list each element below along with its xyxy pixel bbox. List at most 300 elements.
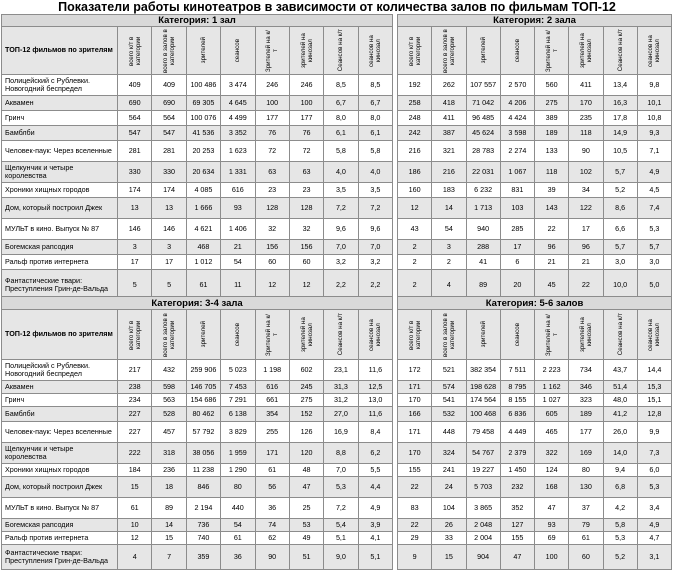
table-cell: 13 xyxy=(152,198,186,219)
table-cell: 100 xyxy=(289,96,323,111)
table-cell: 12 xyxy=(255,270,289,301)
table-cell: 100 xyxy=(255,96,289,111)
table-cell: 56 xyxy=(255,477,289,498)
table-cell: 198 628 xyxy=(466,381,500,394)
column-header xyxy=(221,27,255,75)
column-header-text: сеансов xyxy=(513,38,521,63)
column-header-row xyxy=(398,27,672,75)
table-cell: 216 xyxy=(432,162,466,183)
table-cell: 7,4 xyxy=(637,198,671,219)
table-cell: 5,3 xyxy=(324,477,358,498)
column-header-text: Сеансов на к/т xyxy=(337,29,345,72)
table-cell: 3,5 xyxy=(324,183,358,198)
table-cell: 560 xyxy=(535,75,569,96)
table-cell: 4 621 xyxy=(186,219,220,240)
table-cell: 5,2 xyxy=(603,183,637,198)
table-cell: 318 xyxy=(152,443,186,464)
table-cell: 4 499 xyxy=(221,111,255,126)
column-header-text: зрителей xyxy=(199,321,207,348)
table-cell: 21 xyxy=(221,240,255,255)
table-cell: 418 xyxy=(432,96,466,111)
column-header-text: сеансов на кинозал xyxy=(368,318,383,351)
film-name: Полицейский с Рублевки. Новогодний беспредел xyxy=(2,360,118,381)
table-cell: 90 xyxy=(569,141,603,162)
column-header xyxy=(603,310,637,360)
table-cell: 4,7 xyxy=(637,532,671,545)
table-cell: 245 xyxy=(289,381,323,394)
film-name: Фантастические твари: Преступления Грин-де-Вальда xyxy=(2,270,118,301)
table-cell: 155 xyxy=(398,464,432,477)
column-header xyxy=(603,27,637,75)
table-cell: 156 xyxy=(255,240,289,255)
category-label: Категория: 3-4 зала xyxy=(2,297,393,310)
row-header-label: ТОП-12 фильмов по зрителям xyxy=(2,310,118,360)
table-cell: 3,2 xyxy=(324,255,358,270)
film-name: Фантастические твари: Преступления Грин-де-Вальда xyxy=(2,545,118,570)
table-cell: 2 048 xyxy=(466,519,500,532)
column-header xyxy=(637,27,671,75)
table-cell: 448 xyxy=(432,422,466,443)
column-header-row xyxy=(398,310,672,360)
table-cell: 8 155 xyxy=(500,394,534,407)
table-cell: 3 865 xyxy=(466,498,500,519)
table-cell: 171 xyxy=(398,422,432,443)
table-cell: 5 xyxy=(152,270,186,301)
table-cell: 222 xyxy=(118,443,152,464)
table-row xyxy=(398,464,672,477)
table-cell: 100 486 xyxy=(186,75,220,96)
table-row xyxy=(2,532,393,545)
table-cell: 16,9 xyxy=(324,422,358,443)
table-cell: 61 xyxy=(569,532,603,545)
table-cell: 6,7 xyxy=(358,96,392,111)
table-row xyxy=(2,111,393,126)
table-cell: 14,9 xyxy=(603,126,637,141)
table-cell: 234 xyxy=(118,394,152,407)
column-header xyxy=(569,310,603,360)
table-cell: 8,0 xyxy=(358,111,392,126)
table-cell: 3,0 xyxy=(603,255,637,270)
category-5-6-table xyxy=(397,296,671,570)
table-cell: 321 xyxy=(432,141,466,162)
table-cell: 32 xyxy=(289,219,323,240)
film-name: Аквамен xyxy=(2,381,118,394)
table-cell: 2 570 xyxy=(500,75,534,96)
film-name: Хроники хищных городов xyxy=(2,464,118,477)
table-cell: 7,2 xyxy=(324,498,358,519)
table-cell: 5,8 xyxy=(358,141,392,162)
table-cell: 10 xyxy=(118,519,152,532)
table-cell: 11,6 xyxy=(358,407,392,422)
table-cell: 152 xyxy=(289,407,323,422)
table-cell: 2,2 xyxy=(324,270,358,301)
table-cell: 457 xyxy=(152,422,186,443)
column-header-text: всего к/т в категории xyxy=(127,319,142,350)
table-cell: 465 xyxy=(535,422,569,443)
table-cell: 6 xyxy=(500,255,534,270)
table-cell: 127 xyxy=(500,519,534,532)
table-cell: 1 406 xyxy=(221,219,255,240)
column-header xyxy=(398,310,432,360)
column-header xyxy=(221,310,255,360)
data-table xyxy=(397,296,672,570)
category-label: Категория: 5-6 залов xyxy=(398,297,672,310)
table-cell: 616 xyxy=(255,381,289,394)
column-header xyxy=(324,310,358,360)
table-cell: 72 xyxy=(289,141,323,162)
table-cell: 4,5 xyxy=(637,183,671,198)
table-cell: 563 xyxy=(152,394,186,407)
table-cell: 21 xyxy=(535,255,569,270)
table-row xyxy=(2,240,393,255)
table-cell: 17 xyxy=(118,255,152,270)
table-cell: 10,1 xyxy=(637,96,671,111)
table-cell: 54 767 xyxy=(466,443,500,464)
table-cell: 63 xyxy=(289,162,323,183)
table-cell: 60 xyxy=(289,255,323,270)
table-cell: 54 xyxy=(432,219,466,240)
table-cell: 19 227 xyxy=(466,464,500,477)
table-cell: 1 198 xyxy=(255,360,289,381)
film-name: Человек-паук: Через вселенные xyxy=(2,141,118,162)
table-row xyxy=(2,255,393,270)
table-cell: 17 xyxy=(500,240,534,255)
table-cell: 275 xyxy=(535,96,569,111)
table-row xyxy=(2,219,393,240)
table-cell: 5,2 xyxy=(603,545,637,570)
table-row xyxy=(2,96,393,111)
category-2-table xyxy=(397,14,671,301)
table-row xyxy=(2,545,393,570)
column-header xyxy=(569,27,603,75)
film-name: Богемская рапсодия xyxy=(2,519,118,532)
table-cell: 5,3 xyxy=(637,477,671,498)
table-row xyxy=(2,141,393,162)
table-cell: 690 xyxy=(118,96,152,111)
table-cell: 15 xyxy=(432,545,466,570)
table-cell: 23 xyxy=(255,183,289,198)
table-cell: 3,2 xyxy=(358,255,392,270)
column-header-text: Зрителей на к/т xyxy=(544,29,559,72)
table-cell: 11,6 xyxy=(358,360,392,381)
table-cell: 128 xyxy=(289,198,323,219)
table-cell: 330 xyxy=(118,162,152,183)
table-cell: 574 xyxy=(432,381,466,394)
category-label: Категория: 2 зала xyxy=(398,15,672,27)
table-cell: 262 xyxy=(432,75,466,96)
table-row xyxy=(398,255,672,270)
column-header-text: зрителей xyxy=(479,37,487,64)
table-cell: 93 xyxy=(221,198,255,219)
table-cell: 8 795 xyxy=(500,381,534,394)
film-name: Дом, который построил Джек xyxy=(2,477,118,498)
film-name: Аквамен xyxy=(2,96,118,111)
column-header xyxy=(466,310,500,360)
table-cell: 146 xyxy=(152,219,186,240)
table-row xyxy=(2,381,393,394)
column-header-text: сеансов xyxy=(234,38,242,63)
table-cell: 7 xyxy=(152,545,186,570)
column-header-text: зрителей xyxy=(479,321,487,348)
table-row xyxy=(398,141,672,162)
table-cell: 9,6 xyxy=(324,219,358,240)
table-cell: 8,6 xyxy=(603,198,637,219)
table-cell: 288 xyxy=(466,240,500,255)
table-cell: 324 xyxy=(432,443,466,464)
column-header-text: сеансов на кинозал xyxy=(647,318,662,351)
table-cell: 9,8 xyxy=(637,75,671,96)
table-cell: 1 331 xyxy=(221,162,255,183)
table-cell: 22 xyxy=(569,270,603,301)
table-cell: 174 xyxy=(118,183,152,198)
table-cell: 258 xyxy=(398,96,432,111)
table-cell: 2 223 xyxy=(535,360,569,381)
table-cell: 186 xyxy=(398,162,432,183)
table-cell: 146 xyxy=(118,219,152,240)
table-cell: 217 xyxy=(118,360,152,381)
table-cell: 4 449 xyxy=(500,422,534,443)
table-cell: 80 xyxy=(221,477,255,498)
table-cell: 5,1 xyxy=(324,532,358,545)
table-cell: 275 xyxy=(289,394,323,407)
table-cell: 128 xyxy=(255,198,289,219)
film-name: МУЛЬТ в кино. Выпуск № 87 xyxy=(2,498,118,519)
table-cell: 47 xyxy=(289,477,323,498)
table-cell: 20 634 xyxy=(186,162,220,183)
column-header xyxy=(152,310,186,360)
table-cell: 5 703 xyxy=(466,477,500,498)
table-cell: 61 xyxy=(186,270,220,301)
column-header-text: сеансов на кинозал xyxy=(647,34,662,67)
film-name: Бамблби xyxy=(2,126,118,141)
column-header-text: зрителей на кинозал xyxy=(578,317,593,352)
table-cell: 47 xyxy=(535,498,569,519)
table-cell: 281 xyxy=(118,141,152,162)
table-cell: 104 xyxy=(432,498,466,519)
column-header xyxy=(432,310,466,360)
table-cell: 172 xyxy=(398,360,432,381)
table-cell: 17 xyxy=(569,219,603,240)
table-cell: 3 xyxy=(118,240,152,255)
table-row xyxy=(2,422,393,443)
table-cell: 10,0 xyxy=(603,270,637,301)
table-cell: 411 xyxy=(569,75,603,96)
table-cell: 322 xyxy=(535,443,569,464)
table-cell: 38 056 xyxy=(186,443,220,464)
table-cell: 18 xyxy=(152,477,186,498)
table-cell: 76 xyxy=(255,126,289,141)
category-label: Категория: 1 зал xyxy=(2,15,393,27)
table-row xyxy=(2,126,393,141)
table-cell: 15 xyxy=(152,532,186,545)
table-cell: 346 xyxy=(569,381,603,394)
table-cell: 17,8 xyxy=(603,111,637,126)
table-cell: 15,1 xyxy=(637,394,671,407)
table-cell: 605 xyxy=(535,407,569,422)
table-cell: 13,4 xyxy=(603,75,637,96)
column-header xyxy=(152,27,186,75)
table-row xyxy=(398,545,672,570)
table-row xyxy=(398,477,672,498)
table-cell: 41,2 xyxy=(603,407,637,422)
table-cell: 7,2 xyxy=(324,198,358,219)
table-cell: 8,8 xyxy=(324,443,358,464)
table-cell: 5 023 xyxy=(221,360,255,381)
table-row xyxy=(2,519,393,532)
column-header xyxy=(637,310,671,360)
table-cell: 89 xyxy=(466,270,500,301)
table-cell: 352 xyxy=(500,498,534,519)
table-cell: 54 xyxy=(221,255,255,270)
table-cell: 36 xyxy=(255,498,289,519)
table-cell: 170 xyxy=(398,443,432,464)
table-row xyxy=(2,407,393,422)
table-cell: 143 xyxy=(535,198,569,219)
table-cell: 14 xyxy=(152,519,186,532)
table-cell: 242 xyxy=(398,126,432,141)
table-cell: 248 xyxy=(398,111,432,126)
table-cell: 3 829 xyxy=(221,422,255,443)
table-cell: 2 xyxy=(398,240,432,255)
table-cell: 74 xyxy=(255,519,289,532)
table-cell: 241 xyxy=(432,464,466,477)
table-cell: 23 xyxy=(289,183,323,198)
column-header-text: Зрителей на к/т xyxy=(265,29,280,72)
table-cell: 831 xyxy=(500,183,534,198)
table-cell: 6,0 xyxy=(637,464,671,477)
table-cell: 238 xyxy=(118,381,152,394)
table-cell: 6 232 xyxy=(466,183,500,198)
column-header-text: сеансов xyxy=(234,322,242,347)
table-cell: 174 564 xyxy=(466,394,500,407)
table-cell: 846 xyxy=(186,477,220,498)
table-cell: 12 xyxy=(118,532,152,545)
table-cell: 5,1 xyxy=(358,545,392,570)
table-cell: 382 354 xyxy=(466,360,500,381)
column-header xyxy=(289,27,323,75)
table-cell: 169 xyxy=(569,443,603,464)
table-cell: 168 xyxy=(535,477,569,498)
table-cell: 23,1 xyxy=(324,360,358,381)
table-row xyxy=(2,198,393,219)
table-cell: 174 xyxy=(152,183,186,198)
column-header xyxy=(358,310,392,360)
table-cell: 7,3 xyxy=(637,443,671,464)
table-cell: 12,5 xyxy=(358,381,392,394)
table-cell: 96 xyxy=(569,240,603,255)
table-row xyxy=(398,498,672,519)
table-cell: 246 xyxy=(255,75,289,96)
column-header xyxy=(118,27,152,75)
table-cell: 13,0 xyxy=(358,394,392,407)
table-cell: 160 xyxy=(398,183,432,198)
table-cell: 146 705 xyxy=(186,381,220,394)
table-cell: 51,4 xyxy=(603,381,637,394)
table-cell: 1 012 xyxy=(186,255,220,270)
table-cell: 89 xyxy=(152,498,186,519)
column-header xyxy=(324,27,358,75)
table-cell: 14,4 xyxy=(637,360,671,381)
table-cell: 124 xyxy=(535,464,569,477)
table-cell: 4 085 xyxy=(186,183,220,198)
table-cell: 14 xyxy=(432,198,466,219)
table-cell: 5,7 xyxy=(637,240,671,255)
table-cell: 9,9 xyxy=(637,422,671,443)
table-cell: 2 194 xyxy=(186,498,220,519)
table-cell: 43,7 xyxy=(603,360,637,381)
table-cell: 5,8 xyxy=(603,519,637,532)
table-cell: 22 xyxy=(535,219,569,240)
column-header-text: всего в залов в категории xyxy=(162,312,177,357)
table-cell: 1 666 xyxy=(186,198,220,219)
column-header xyxy=(398,27,432,75)
table-cell: 13 xyxy=(118,198,152,219)
table-cell: 96 xyxy=(535,240,569,255)
table-cell: 5,3 xyxy=(603,532,637,545)
table-row xyxy=(2,394,393,407)
table-cell: 246 xyxy=(289,75,323,96)
table-cell: 12 xyxy=(289,270,323,301)
table-cell: 5,5 xyxy=(358,464,392,477)
table-cell: 11 238 xyxy=(186,464,220,477)
table-cell: 69 305 xyxy=(186,96,220,111)
table-cell: 25 xyxy=(289,498,323,519)
table-row xyxy=(398,183,672,198)
table-row xyxy=(398,422,672,443)
table-cell: 177 xyxy=(569,422,603,443)
table-cell: 100 076 xyxy=(186,111,220,126)
table-cell: 155 xyxy=(500,532,534,545)
table-cell: 547 xyxy=(118,126,152,141)
table-cell: 83 xyxy=(398,498,432,519)
table-cell: 2 274 xyxy=(500,141,534,162)
table-cell: 41 536 xyxy=(186,126,220,141)
column-header xyxy=(186,27,220,75)
table-cell: 8,5 xyxy=(358,75,392,96)
table-cell: 22 031 xyxy=(466,162,500,183)
table-row xyxy=(2,464,393,477)
table-cell: 4 206 xyxy=(500,96,534,111)
table-cell: 3,5 xyxy=(358,183,392,198)
film-name: Ральф против интернета xyxy=(2,532,118,545)
table-cell: 72 xyxy=(255,141,289,162)
table-cell: 387 xyxy=(432,126,466,141)
table-cell: 1 713 xyxy=(466,198,500,219)
table-cell: 9,3 xyxy=(637,126,671,141)
table-cell: 79 xyxy=(569,519,603,532)
table-cell: 7 453 xyxy=(221,381,255,394)
column-header xyxy=(500,27,534,75)
table-cell: 4,0 xyxy=(358,162,392,183)
table-cell: 156 xyxy=(289,240,323,255)
column-header xyxy=(500,310,534,360)
row-header-label: ТОП-12 фильмов по зрителям xyxy=(2,27,118,75)
table-cell: 7,0 xyxy=(324,464,358,477)
table-cell: 940 xyxy=(466,219,500,240)
table-cell: 28 783 xyxy=(466,141,500,162)
table-cell: 5,4 xyxy=(324,519,358,532)
table-cell: 15,3 xyxy=(637,381,671,394)
film-name: Полицейский с Рублевки. Новогодний беспредел xyxy=(2,75,118,96)
table-cell: 5,3 xyxy=(637,219,671,240)
column-header-text: Сеансов на к/т xyxy=(616,29,624,72)
table-cell: 80 xyxy=(569,464,603,477)
table-cell: 904 xyxy=(466,545,500,570)
table-cell: 4 xyxy=(432,270,466,301)
table-cell: 216 xyxy=(398,141,432,162)
table-cell: 51 xyxy=(289,545,323,570)
column-header-text: сеансов на кинозал xyxy=(368,34,383,67)
